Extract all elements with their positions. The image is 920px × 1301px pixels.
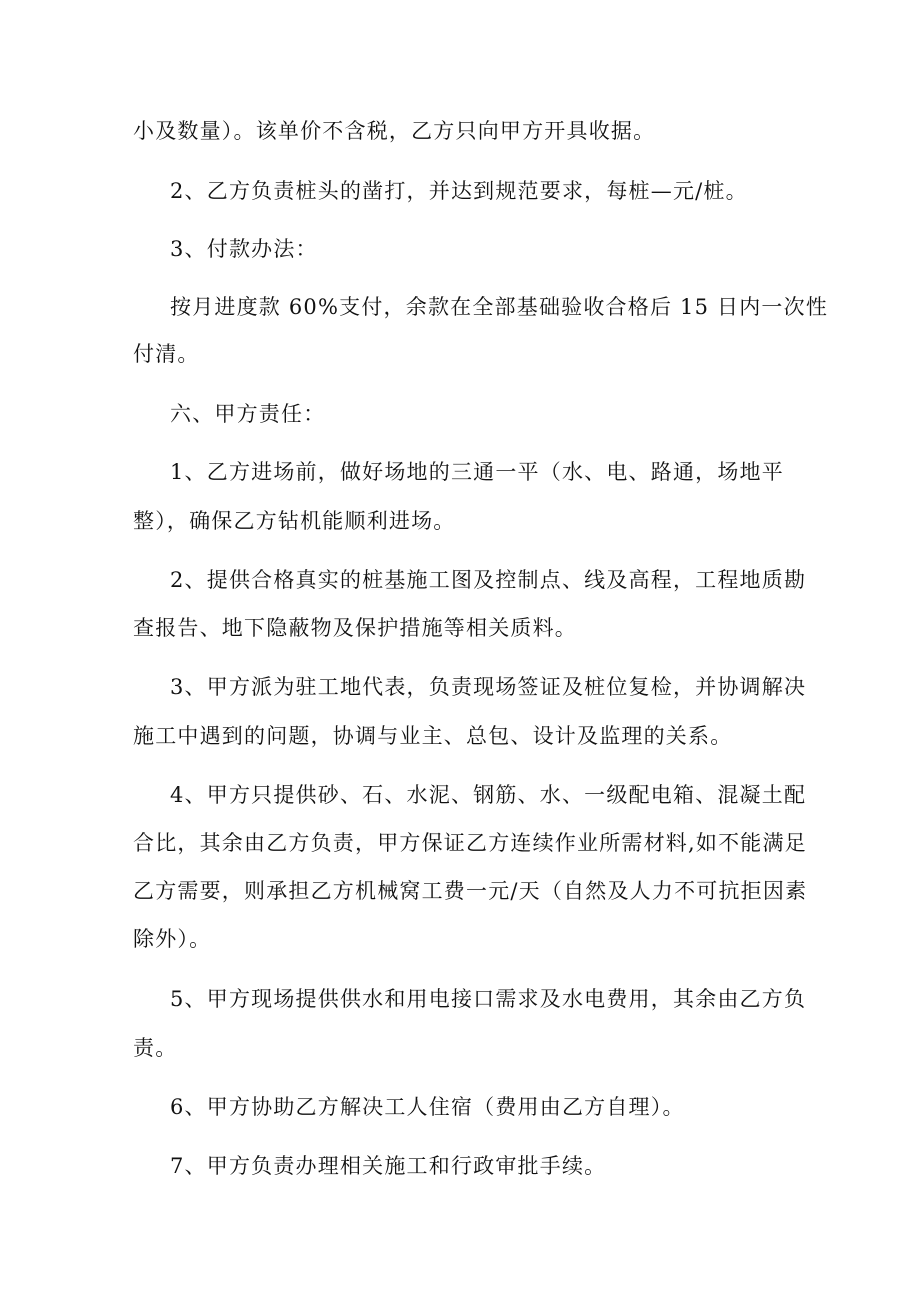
text-line: 除外）。 bbox=[133, 927, 212, 951]
text-line: 付清。 bbox=[133, 342, 200, 366]
text-line: 小及数量）。该单价不含税，乙方只向甲方开具收据。 bbox=[133, 119, 656, 143]
text-line: 3、甲方派为驻工地代表，负责现场签证及桩位复检，并协调解决 bbox=[170, 675, 807, 699]
text-line: 2、提供合格真实的桩基施工图及控制点、线及高程，工程地质勘 bbox=[170, 568, 807, 592]
text-line: 2、乙方负责桩头的凿打，并达到规范要求，每桩—元/桩。 bbox=[170, 179, 748, 203]
text-line: 责。 bbox=[133, 1036, 178, 1060]
section-heading: 六、甲方责任： bbox=[170, 402, 326, 426]
text-line: 整），确保乙方钻机能顺利进场。 bbox=[133, 509, 456, 533]
text-line: 5、甲方现场提供供水和用电接口需求及水电费用，其余由乙方负 bbox=[170, 987, 807, 1011]
text-line: 1、乙方进场前，做好场地的三通一平（水、电、路通，场地平 bbox=[170, 460, 784, 484]
text-line: 按月进度款 60%支付，余款在全部基础验收合格后 15 日内一次性 bbox=[170, 295, 829, 319]
text-line: 查报告、地下隐蔽物及保护措施等相关质料。 bbox=[133, 616, 577, 640]
text-line: 施工中遇到的问题，协调与业主、总包、设计及监理的关系。 bbox=[133, 724, 733, 748]
text-line: 合比，其余由乙方负责，甲方保证乙方连续作业所需材料,如不能满足 bbox=[133, 831, 807, 855]
text-line: 乙方需要，则承担乙方机械窝工费一元/天（自然及人力不可抗拒因素 bbox=[133, 879, 808, 903]
text-line: 4、甲方只提供砂、石、水泥、钢筋、水、一级配电箱、混凝土配 bbox=[170, 783, 807, 807]
text-line: 6、甲方协助乙方解决工人住宿（费用由乙方自理）。 bbox=[170, 1095, 685, 1119]
text-line: 3、付款办法： bbox=[170, 237, 318, 261]
text-line: 7、甲方负责办理相关施工和行政审批手续。 bbox=[170, 1154, 607, 1178]
